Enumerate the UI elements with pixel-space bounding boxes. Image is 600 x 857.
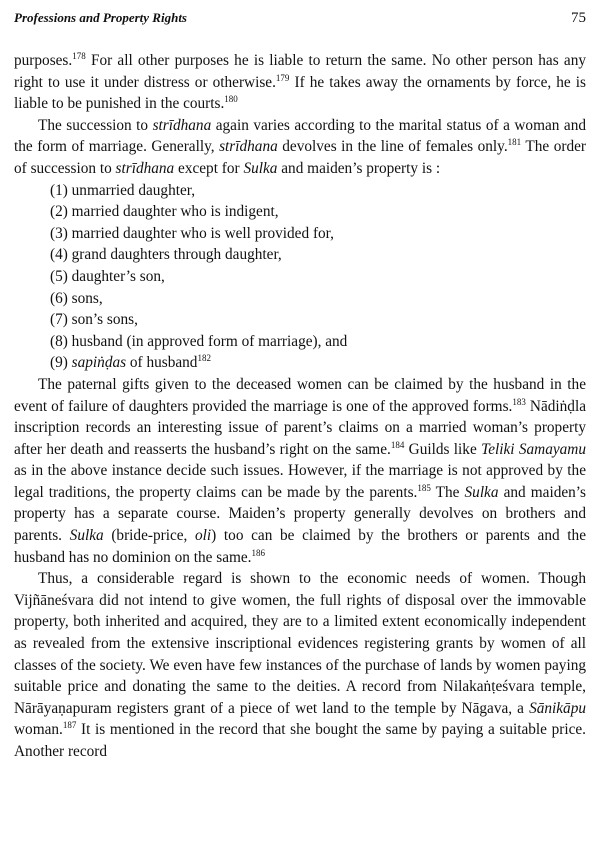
list-item [14, 352, 586, 374]
page-number: 75 [571, 10, 586, 26]
text-run: It is mentioned in the record that she bought the same by paying a suitable price. Another record [14, 721, 586, 760]
running-head: Professions and Property Rights [14, 10, 187, 25]
paragraphs-before-list [14, 50, 586, 180]
paragraphs-after-list [14, 374, 586, 763]
footnote-ref: 180 [224, 94, 238, 105]
footnote-ref: 183 [512, 396, 526, 407]
text-run: Guilds like [404, 440, 482, 458]
list-item [14, 201, 586, 223]
italic-term: Sulka [464, 483, 499, 501]
text-run: (bride-price, [103, 527, 196, 545]
italic-term: strīdhana [152, 116, 212, 134]
footnote-ref: 186 [251, 547, 265, 558]
text-run: (5) daughter’s son, [50, 267, 165, 285]
italic-term: Sulka [69, 527, 104, 545]
italic-term: strīdhana [219, 138, 278, 156]
footnote-ref: 178 [72, 50, 86, 61]
paragraph [14, 50, 586, 115]
italic-term: Sānikāpu [529, 699, 586, 717]
text-run: (4) grand daughters through daughter, [50, 246, 282, 264]
text-run: (3) married daughter who is well provided for, [50, 224, 334, 242]
succession-order-list [14, 180, 586, 374]
text-run: The succession to [38, 116, 153, 134]
text-run: (7) son’s sons, [50, 311, 138, 329]
italic-term: Sulka [243, 159, 278, 177]
list-item [14, 266, 586, 288]
text-run: as in the above instance decide such issues. However, if the marriage is not approved by the legal traditions, the property claims can be made by the parents. [14, 462, 586, 501]
paragraph [14, 115, 586, 180]
text-run: The [430, 483, 465, 501]
text-run: woman. [14, 721, 63, 739]
list-item [14, 288, 586, 310]
footnote-ref: 184 [390, 439, 405, 450]
text-run: (2) married daughter who is indigent, [50, 203, 279, 221]
text-run: (8) husband (in approved form of marriage), and [50, 332, 348, 350]
italic-term: Teliki Samayamu [481, 440, 586, 458]
text-run: devolves in the line of females only. [277, 138, 508, 156]
paragraph [14, 374, 586, 568]
text-run: again varies according to the marital status of a woman and the form of marriage. Generally, [14, 116, 586, 156]
footnote-ref: 179 [275, 72, 290, 83]
text-run: The paternal gifts given to the deceased women can be claimed by the husband in the event of failure of daughters provided the marriage is one of the approved forms. [14, 375, 586, 415]
text-run: If he takes away the ornaments by force, he is liable to be punished in the courts. [14, 73, 586, 113]
footnote-ref: 181 [507, 137, 522, 148]
footnote-ref: 187 [62, 720, 77, 731]
list-item [14, 244, 586, 266]
text-run: of husband [126, 354, 198, 372]
text-run: (6) sons, [50, 289, 103, 307]
footnote-ref: 182 [197, 353, 211, 364]
list-item [14, 309, 586, 331]
text-run: and maiden’s property has a separate course. Maiden’s property generally devolves on brothers and parents. [14, 483, 586, 545]
paragraph [14, 568, 586, 762]
text-run: (9) [50, 354, 72, 372]
text-run: (1) unmarried daughter, [50, 181, 196, 199]
italic-term: strīdhana [115, 159, 175, 177]
text-run: Thus, a considerable regard is shown to the economic needs of women. Though Vijñāneśvara did not intend to give women, the full rights of disposal over the immovable property, both inherited and acquired, they are to a limited extent economically independent as revealed from the extensive inscriptional evidences registering grants by women of all classes of the society. We even have few instances of the purchase of lands by women paying suitable price and donating the same to the deities. A record from Nilakaṅṭeśvara temple, Nārāyaṇapuram registers grant of a piece of wet land to the temple by Nāgava, a [14, 570, 586, 717]
italic-term: oli [195, 527, 212, 545]
text-run: and maiden’s property is : [277, 159, 441, 177]
text-run: The order of succession to [14, 138, 586, 177]
list-item [14, 331, 586, 353]
list-item [14, 223, 586, 245]
footnote-ref: 185 [417, 482, 431, 493]
text-run: purposes. [14, 52, 73, 69]
text-run: Nādiṅḍla inscription records an interesting issue of parent’s claims on a married woman’s property after her death and reasserts the husband’s right on the same. [14, 397, 586, 458]
italic-term: sapiṅḍas [71, 354, 127, 372]
list-item [14, 180, 586, 202]
page-body [14, 50, 586, 763]
text-run: except for [174, 159, 244, 177]
text-run: ) too can be claimed by the brothers or parents and the husband has no dominion on the same. [14, 527, 586, 566]
text-run: For all other purposes he is liable to return the same. No other person has any right to use it under distress or otherwise. [14, 52, 586, 91]
